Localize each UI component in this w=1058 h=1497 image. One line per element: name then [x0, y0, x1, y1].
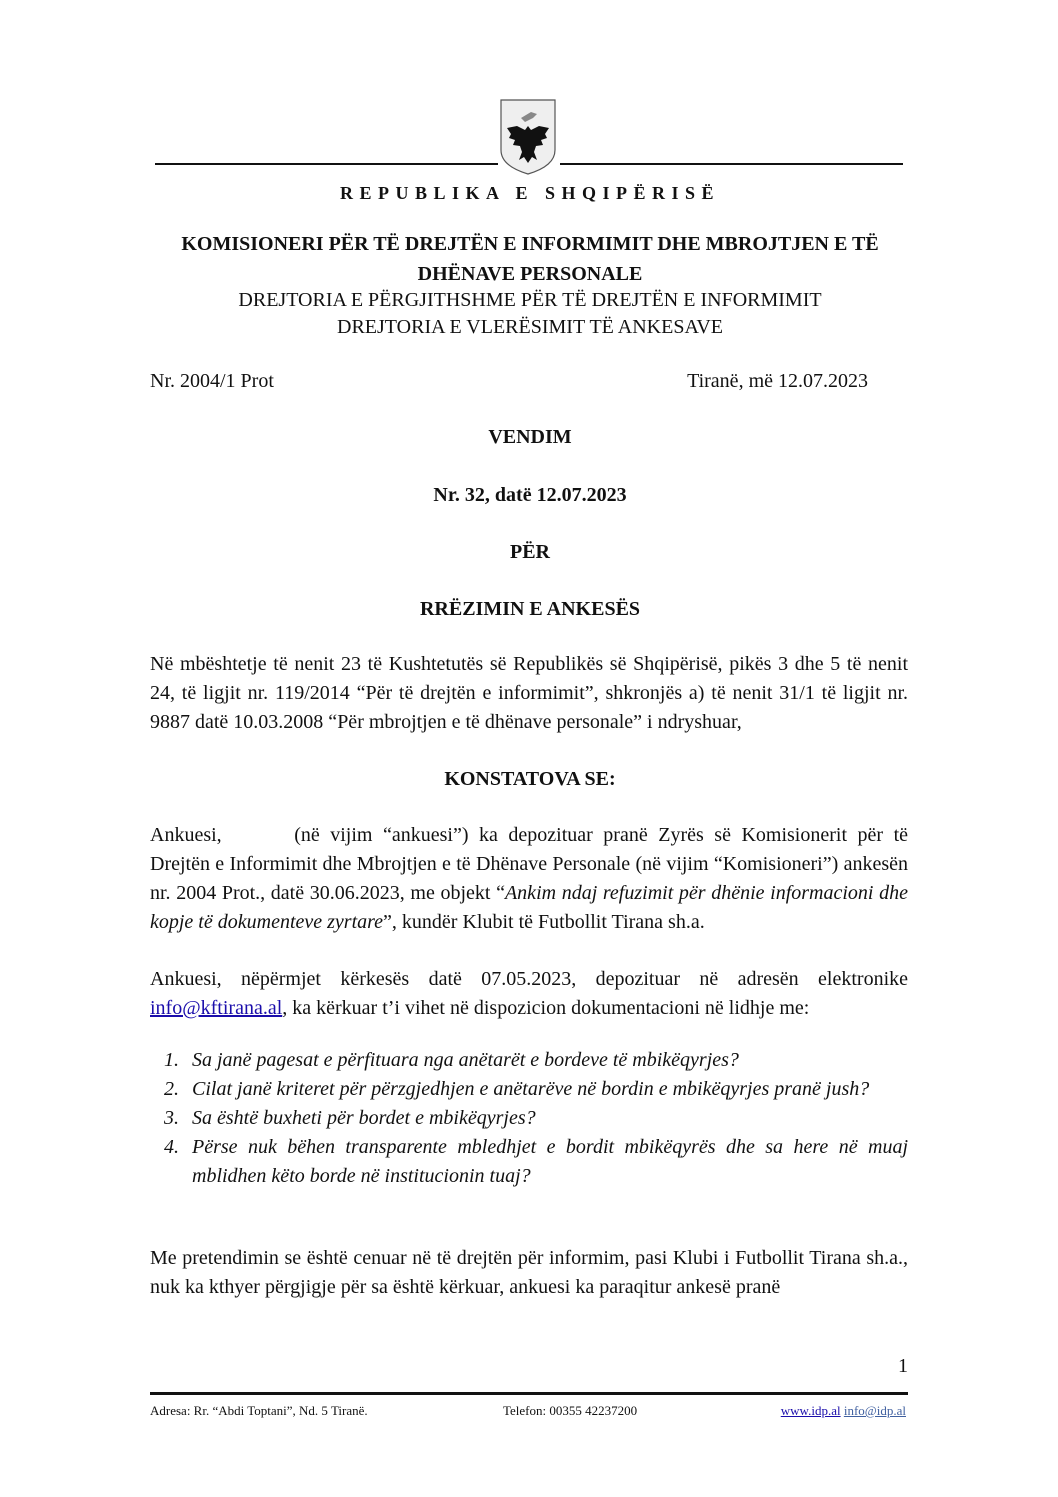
list-text: Sa janë pagesat e përfituara nga anëtarët e bordeve të mbikëqyrjes? — [192, 1049, 739, 1071]
directorates — [150, 287, 910, 341]
request-list — [150, 1046, 908, 1191]
header-rule-left — [155, 163, 498, 165]
claim-paragraph: Me pretendimin se është cenuar në të drejtën për informim, pasi Klubi i Futbollit Tirana sh.a., nuk ka kthyer përgjigje për sa është kërkuar, ankuesi ka paraqitur ankesë pranë — [150, 1247, 908, 1298]
decision-number-date: Nr. 32, datë 12.07.2023 — [433, 484, 627, 506]
list-item — [150, 1104, 908, 1133]
list-item — [150, 1075, 908, 1104]
request-text: Ankuesi, nëpërmjet kërkesës datë 07.05.2023, depozituar në adresën elektronike — [150, 968, 908, 990]
complaint-object: Ankim ndaj refuzimit për dhënie informacioni dhe kopje të dokumenteve zyrtare — [150, 882, 908, 933]
list-item — [150, 1133, 908, 1191]
directorate: DREJTORIA E VLERËSIMIT TË ANKESAVE — [337, 316, 723, 338]
footer-rule — [150, 1392, 908, 1395]
website-link[interactable]: www.idp.al — [780, 1403, 841, 1418]
decision-for: PËR — [510, 541, 550, 563]
list-item — [150, 1046, 908, 1075]
country-name: REPUBLIKA E SHQIPËRISË — [339, 183, 721, 203]
request-text-end: , ka kërkuar t’i vihet në dispozicion dokumentacioni në lidhje me: — [282, 997, 810, 1019]
footer-address: Adresa: Rr. “Abdi Toptani”, Nd. 5 Tiranë. — [150, 1403, 368, 1418]
institution-line-2: DHËNAVE PERSONALE — [417, 263, 643, 285]
list-number: 3. — [164, 1107, 179, 1129]
complainant-label: Ankuesi, — [150, 824, 222, 846]
list-number: 4. — [164, 1136, 179, 1158]
request-paragraph — [150, 965, 908, 1023]
directorate-general: DREJTORIA E PËRGJITHSHME PËR TË DREJTËN E INFORMIMIT — [238, 289, 822, 311]
institution-name — [150, 229, 910, 289]
complaint-against: ”, kundër Klubit të Futbollit Tirana sh.a. — [383, 911, 705, 933]
list-text: Përse nuk bëhen transparente mbledhjet e bordit mbikëqyrës dhe sa here në muaj mblidhen këto borde në institucionin tuaj? — [192, 1136, 908, 1187]
place-date: Tiranë, më 12.07.2023 — [687, 370, 868, 392]
decision-heading: VENDIM — [488, 426, 572, 448]
list-text: Cilat janë kriteret për përzgjedhjen e anëtarëve në bordin e mbikëqyrjes pranë jush? — [192, 1078, 870, 1100]
complaint-text: (në vijim “ankuesi”) ka depozituar pranë Zyrës së Komisionerit për të Drejtën e Informimit dhe Mbrojtjen e të Dhënave Personale (në vijim “Komisioneri”) ankesën nr. 2004 Prot., datë 30.06.2023, me objekt “ — [150, 824, 908, 904]
footer-phone: Telefon: 00355 42237200 — [503, 1403, 638, 1418]
institution-line-1: KOMISIONERI PËR TË DREJTËN E INFORMIMIT DHE MBROJTJEN E TË — [181, 233, 879, 255]
email-link[interactable]: info@idp.al — [843, 1403, 906, 1418]
list-text: Sa është buxheti për bordet e mbikëqyrjes? — [192, 1107, 536, 1129]
complaint-paragraph — [150, 821, 908, 937]
decision-subject: RRËZIMIN E ANKESËS — [419, 598, 641, 620]
page-number: 1 — [898, 1355, 908, 1377]
list-number: 2. — [164, 1078, 179, 1100]
header-rule-right — [560, 163, 903, 165]
footer-links — [781, 1403, 906, 1419]
findings-heading: KONSTATOVA SE: — [444, 768, 616, 790]
legal-basis-paragraph: Në mbështetje të nenit 23 të Kushtetutës së Republikës së Shqipërisë, pikës 3 dhe 5 të nenit 24, të ligjit nr. 119/2014 “Për të drejtën e informimit”, shkronjës a) të nenit 31/1 të ligjit nr. 9887 datë 10.03.2008 “Për mbrojtjen e të dhënave personale” i ndryshuar, — [150, 653, 908, 733]
kftirana-email-link[interactable]: info@kftirana.al — [150, 997, 283, 1019]
protocol-number: Nr. 2004/1 Prot — [150, 370, 274, 392]
list-number: 1. — [164, 1049, 179, 1071]
albania-coat-of-arms-icon — [499, 98, 557, 176]
